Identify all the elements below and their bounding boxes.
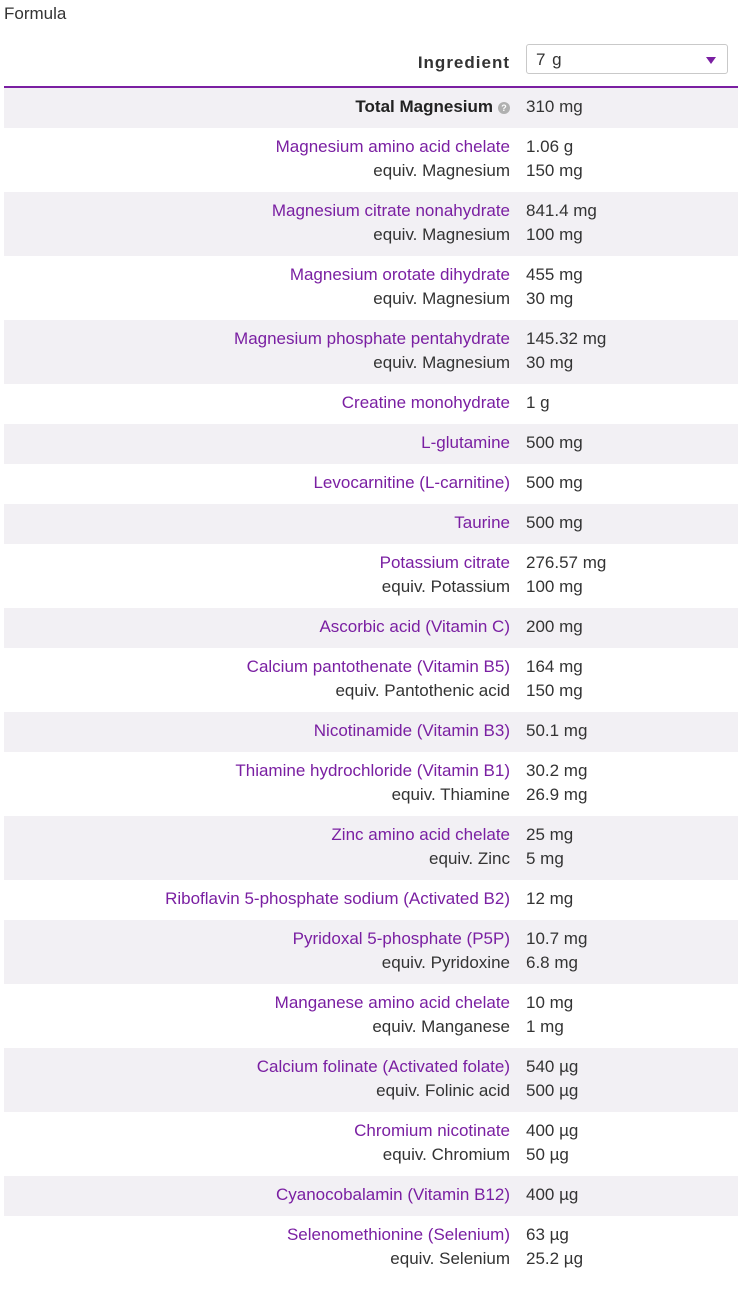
equivalent-label: equiv. Magnesium (373, 353, 510, 372)
ingredient-row (4, 752, 738, 816)
ingredient-amount: 145.32 mg (526, 329, 607, 348)
equivalent-amount: 26.9 mg (526, 785, 588, 804)
ingredient-rows (4, 128, 738, 1280)
ingredient-link[interactable]: Manganese amino acid chelate (274, 993, 510, 1012)
ingredient-link[interactable]: Riboflavin 5-phosphate sodium (Activated B2) (165, 889, 510, 908)
ingredient-amount: 1.06 g (526, 137, 574, 156)
ingredient-amount: 10 mg (526, 993, 574, 1012)
equivalent-label: equiv. Chromium (382, 1145, 510, 1164)
ingredient-link[interactable]: Nicotinamide (Vitamin B3) (313, 721, 510, 740)
total-magnesium-label: Total Magnesium ? (355, 97, 510, 117)
equivalent-label: equiv. Thiamine (391, 785, 510, 804)
ingredient-row (4, 984, 738, 1048)
ingredient-link[interactable]: Taurine (454, 513, 510, 532)
ingredient-row (4, 648, 738, 712)
ingredient-row (4, 320, 738, 384)
serving-size-select[interactable] (526, 44, 728, 74)
equivalent-label: equiv. Zinc (429, 849, 510, 868)
ingredient-row (4, 920, 738, 984)
page-title: Formula (4, 4, 67, 23)
ingredient-amount: 841.4 mg (526, 201, 597, 220)
ingredient-link[interactable]: Chromium nicotinate (354, 1121, 510, 1140)
equivalent-amount: 150 mg (526, 681, 583, 700)
equivalent-label: equiv. Magnesium (373, 289, 510, 308)
ingredient-link[interactable]: Magnesium phosphate pentahydrate (234, 329, 510, 348)
ingredient-amount: 400 µg (526, 1121, 579, 1140)
ingredient-amount: 200 mg (526, 617, 583, 636)
total-magnesium-row (4, 88, 738, 128)
ingredient-amount: 276.57 mg (526, 553, 607, 572)
info-icon[interactable]: ? (498, 102, 510, 114)
ingredient-link[interactable]: Potassium citrate (379, 553, 510, 572)
ingredient-row (4, 256, 738, 320)
equivalent-label: equiv. Magnesium (373, 161, 510, 180)
equivalent-amount: 100 mg (526, 577, 583, 596)
ingredient-link[interactable]: Zinc amino acid chelate (331, 825, 510, 844)
ingredient-link[interactable]: Thiamine hydrochloride (Vitamin B1) (235, 761, 510, 780)
ingredient-row (4, 816, 738, 880)
equivalent-amount: 5 mg (526, 849, 564, 868)
equivalent-label: equiv. Magnesium (373, 225, 510, 244)
ingredient-amount: 25 mg (526, 825, 574, 844)
ingredient-amount: 400 µg (526, 1185, 579, 1204)
ingredient-row (4, 544, 738, 608)
ingredient-column-label: Ingredient (417, 53, 510, 72)
ingredient-amount: 500 mg (526, 433, 583, 452)
ingredient-row (4, 608, 738, 648)
ingredient-row (4, 1216, 738, 1280)
ingredient-amount: 540 µg (526, 1057, 579, 1076)
ingredient-link[interactable]: Magnesium orotate dihydrate (289, 265, 510, 284)
ingredient-amount: 12 mg (526, 889, 574, 908)
ingredient-row (4, 464, 738, 504)
ingredient-link[interactable]: Selenomethionine (Selenium) (286, 1225, 510, 1244)
ingredient-link[interactable]: Calcium folinate (Activated folate) (256, 1057, 510, 1076)
equivalent-amount: 30 mg (526, 289, 574, 308)
ingredient-amount: 455 mg (526, 265, 583, 284)
equivalent-label: equiv. Potassium (381, 577, 510, 596)
ingredient-amount: 10.7 mg (526, 929, 588, 948)
equivalent-label: equiv. Selenium (390, 1249, 510, 1268)
total-magnesium-amount: 310 mg (526, 97, 583, 116)
ingredient-row (4, 424, 738, 464)
ingredient-row (4, 192, 738, 256)
ingredient-amount: 164 mg (526, 657, 583, 676)
ingredient-table (4, 88, 738, 1280)
equivalent-label: equiv. Folinic acid (376, 1081, 510, 1100)
ingredient-amount: 50.1 mg (526, 721, 588, 740)
ingredient-link[interactable]: Pyridoxal 5-phosphate (P5P) (292, 929, 510, 948)
ingredient-amount: 30.2 mg (526, 761, 588, 780)
ingredient-link[interactable]: L-glutamine (421, 433, 510, 452)
ingredient-row (4, 1112, 738, 1176)
equivalent-amount: 100 mg (526, 225, 583, 244)
ingredient-link[interactable]: Calcium pantothenate (Vitamin B5) (246, 657, 510, 676)
serving-size-value: 7 g (536, 50, 563, 69)
equivalent-amount: 50 µg (526, 1145, 569, 1164)
ingredient-amount: 500 mg (526, 513, 583, 532)
equivalent-amount: 30 mg (526, 353, 574, 372)
equivalent-label: equiv. Pantothenic acid (335, 681, 510, 700)
equivalent-amount: 1 mg (526, 1017, 564, 1036)
ingredient-row (4, 384, 738, 424)
ingredient-link[interactable]: Magnesium amino acid chelate (275, 137, 510, 156)
ingredient-amount: 500 mg (526, 473, 583, 492)
ingredient-link[interactable]: Ascorbic acid (Vitamin C) (319, 617, 510, 636)
ingredient-link[interactable]: Creatine monohydrate (341, 393, 510, 412)
ingredient-row (4, 1176, 738, 1216)
ingredient-link[interactable]: Magnesium citrate nonahydrate (271, 201, 510, 220)
equivalent-amount: 25.2 µg (526, 1249, 584, 1268)
chevron-down-icon (706, 57, 716, 64)
ingredient-row (4, 128, 738, 192)
ingredient-row (4, 880, 738, 920)
ingredient-link[interactable]: Cyanocobalamin (Vitamin B12) (275, 1185, 510, 1204)
ingredient-row (4, 1048, 738, 1112)
equivalent-amount: 500 µg (526, 1081, 579, 1100)
equivalent-label: equiv. Manganese (372, 1017, 510, 1036)
ingredient-row (4, 504, 738, 544)
table-header (4, 42, 738, 88)
equivalent-label: equiv. Pyridoxine (381, 953, 510, 972)
ingredient-row (4, 712, 738, 752)
ingredient-amount: 63 µg (526, 1225, 569, 1244)
equivalent-amount: 150 mg (526, 161, 583, 180)
ingredient-amount: 1 g (526, 393, 550, 412)
ingredient-link[interactable]: Levocarnitine (L-carnitine) (313, 473, 510, 492)
equivalent-amount: 6.8 mg (526, 953, 578, 972)
